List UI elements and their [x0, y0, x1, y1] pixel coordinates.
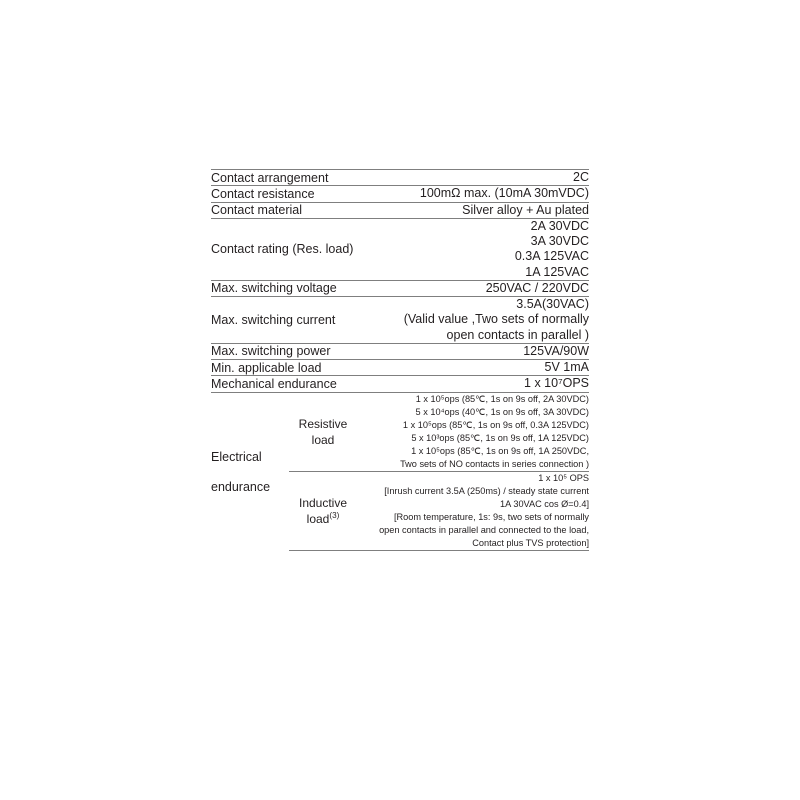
endurance-label-line: endurance	[211, 479, 271, 494]
sub-label-line: Inductive	[298, 495, 348, 510]
electrical-endurance-label	[211, 392, 289, 551]
row-label: Max. switching current	[211, 297, 357, 344]
table-row	[211, 170, 589, 186]
value-line: 1A 125VAC	[525, 264, 589, 279]
value-line: 0.3A 125VAC	[514, 249, 589, 264]
detail-line: 5 x 10⁴ops (40℃, 1s on 9s off, 3A 30VDC)	[415, 406, 589, 417]
row-value	[357, 202, 589, 218]
row-label: Contact material	[211, 202, 357, 218]
table-row	[211, 343, 589, 359]
row-label: Contact resistance	[211, 186, 357, 202]
row-label-line: (Res. load)	[292, 242, 354, 257]
value-line: 1 x 10⁷OPS	[524, 376, 589, 391]
row-label: Max. switching power	[211, 343, 357, 359]
detail-line: Two sets of NO contacts in series connection )	[400, 458, 589, 469]
table-row	[211, 280, 589, 296]
detail-line: 1A 30VAC cos Ø=0.4]	[500, 499, 589, 509]
row-label: Min. applicable load	[211, 360, 357, 376]
value-line: Silver alloy + Au plated	[462, 202, 589, 217]
value-line: (Valid value ,Two sets of normally	[403, 312, 589, 327]
detail-line: 1 x 10⁵ops (85℃, 1s on 9s off, 0.3A 125VDC)	[402, 419, 589, 430]
specification-table	[211, 169, 589, 551]
table-row	[211, 202, 589, 218]
value-line: open contacts in parallel )	[446, 327, 589, 342]
sub-label-line: load	[311, 432, 335, 447]
value-line: 3.5A(30VAC)	[516, 297, 589, 311]
table-row	[211, 186, 589, 202]
row-label-line: Contact rating	[211, 242, 289, 257]
row-value	[357, 360, 589, 376]
detail-line: 1 x 10⁵ OPS	[538, 472, 589, 483]
table-row-electrical-endurance-resistive	[211, 392, 589, 471]
row-value	[357, 170, 589, 186]
detail-line: [Inrush current 3.5A (250ms) / steady state current	[384, 485, 589, 496]
detail-line: [Room temperature, 1s: 9s, two sets of normally	[393, 512, 589, 523]
value-line: 2C	[573, 170, 589, 184]
detail-line: 1 x 10⁵ops (85℃, 1s on 9s off, 2A 30VDC)	[415, 393, 589, 404]
endurance-label-line: Electrical	[211, 449, 262, 464]
value-line: 2A 30VDC	[530, 218, 589, 233]
sub-label-line	[307, 512, 340, 526]
value-line: 100mΩ max. (10mA 30mVDC)	[419, 186, 589, 201]
detail-line: open contacts in parallel and connected to the load,	[379, 525, 589, 536]
value-line: 5V 1mA	[544, 360, 589, 374]
footnote-marker: (3)	[329, 511, 340, 521]
value-line: 250VAC / 220VDC	[485, 280, 589, 295]
row-value	[357, 343, 589, 359]
table-row	[211, 297, 589, 344]
detail-line: 1 x 10⁵ops (85℃, 1s on 9s off, 1A 250VDC,	[411, 445, 589, 456]
table-row	[211, 218, 589, 280]
detail-line: Contact plus TVS protection]	[472, 538, 589, 549]
value-line: 125VA/90W	[523, 343, 589, 358]
row-value	[357, 297, 589, 344]
row-label	[211, 218, 357, 280]
sub-label-line: Resistive	[298, 416, 348, 431]
table-row	[211, 376, 589, 392]
sub-label-text: load	[306, 512, 330, 527]
specification-table-container	[211, 169, 589, 551]
detail-line: 5 x 10³ops (85℃, 1s on 9s off, 1A 125VDC)	[411, 432, 589, 443]
table-row	[211, 360, 589, 376]
value-line: 3A 30VDC	[530, 234, 589, 248]
row-label: Mechanical endurance	[211, 376, 357, 392]
inductive-load-label	[289, 471, 357, 550]
resistive-load-label	[289, 392, 357, 471]
resistive-load-details	[357, 392, 589, 471]
row-value	[357, 186, 589, 202]
row-value	[357, 280, 589, 296]
inductive-load-details	[357, 471, 589, 550]
row-value	[357, 218, 589, 280]
row-label: Max. switching voltage	[211, 280, 357, 296]
table-body	[211, 170, 589, 551]
row-value	[357, 376, 589, 392]
row-label: Contact arrangement	[211, 170, 357, 186]
